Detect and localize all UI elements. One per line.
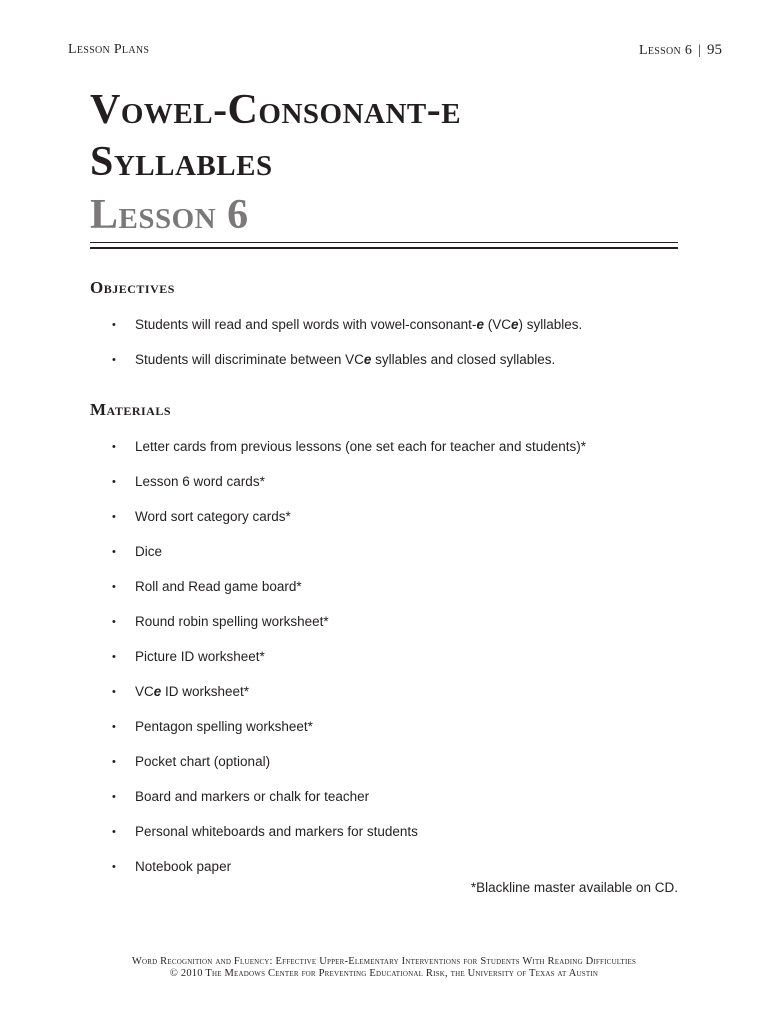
title-block: [90, 84, 690, 242]
running-head-page: [639, 42, 722, 59]
list-item: • Personal whiteboards and markers for students: [112, 824, 418, 839]
bullet-icon: •: [112, 686, 116, 698]
running-head-section: Lesson Plans: [68, 42, 150, 57]
list-item: • Roll and Read game board*: [112, 579, 302, 594]
footer-copyright: © 2010 The Meadows Center for Preventing Educational Risk, the University of Texas at Austin: [169, 968, 599, 979]
list-item: • Lesson 6 word cards*: [112, 474, 265, 489]
list-item: • Notebook paper: [112, 859, 232, 874]
list-item: • Letter cards from previous lessons (one set each for teacher and students)*: [112, 439, 586, 454]
running-head-separator: |: [698, 43, 701, 58]
footer-book-title: Word Recognition and Fluency: Effective Upper-Elementary Interventions for Students With Reading Difficulties: [131, 956, 637, 967]
bullet-icon: •: [112, 616, 116, 628]
bullet-icon: •: [112, 476, 116, 488]
page-title-line-1: Vowel-Consonant-e: [90, 87, 462, 133]
bullet-icon: •: [112, 441, 116, 453]
page-title-line-2: Syllables: [90, 139, 273, 185]
lesson-subtitle: Lesson 6: [90, 192, 249, 238]
bullet-icon: •: [112, 319, 116, 331]
bullet-icon: •: [112, 581, 116, 593]
bullet-icon: •: [112, 511, 116, 523]
list-item: • Pocket chart (optional): [112, 754, 271, 769]
bullet-icon: •: [112, 756, 116, 768]
page-number: 95: [707, 42, 722, 58]
page-footer: [0, 956, 768, 980]
list-item: • VCe ID worksheet*: [112, 684, 250, 699]
list-item: • Students will discriminate between VCe syllables and closed syllables.: [112, 352, 556, 367]
title-rule-thin: [90, 242, 678, 243]
list-item: • Dice: [112, 544, 163, 559]
footnote: *Blackline master available on CD.: [470, 880, 678, 895]
bullet-icon: •: [112, 861, 116, 873]
list-item: • Students will read and spell words with vowel-consonant-e (VCe) syllables.: [112, 317, 583, 332]
list-item: • Picture ID worksheet*: [112, 649, 265, 664]
materials-list: [110, 439, 586, 894]
bullet-icon: •: [112, 826, 116, 838]
list-item: • Round robin spelling worksheet*: [112, 614, 329, 629]
running-head-lesson: Lesson 6: [639, 43, 693, 58]
bullet-icon: •: [112, 791, 116, 803]
bullet-icon: •: [112, 721, 116, 733]
objectives-heading: Objectives: [90, 278, 175, 297]
bullet-icon: •: [112, 546, 116, 558]
bullet-icon: •: [112, 354, 116, 366]
list-item: • Pentagon spelling worksheet*: [112, 719, 313, 734]
title-rule-thick: [90, 247, 678, 249]
list-item: • Word sort category cards*: [112, 509, 291, 524]
objectives-list: [110, 317, 582, 387]
bullet-icon: •: [112, 651, 116, 663]
materials-heading: Materials: [90, 400, 172, 419]
list-item: • Board and markers or chalk for teacher: [112, 789, 370, 804]
